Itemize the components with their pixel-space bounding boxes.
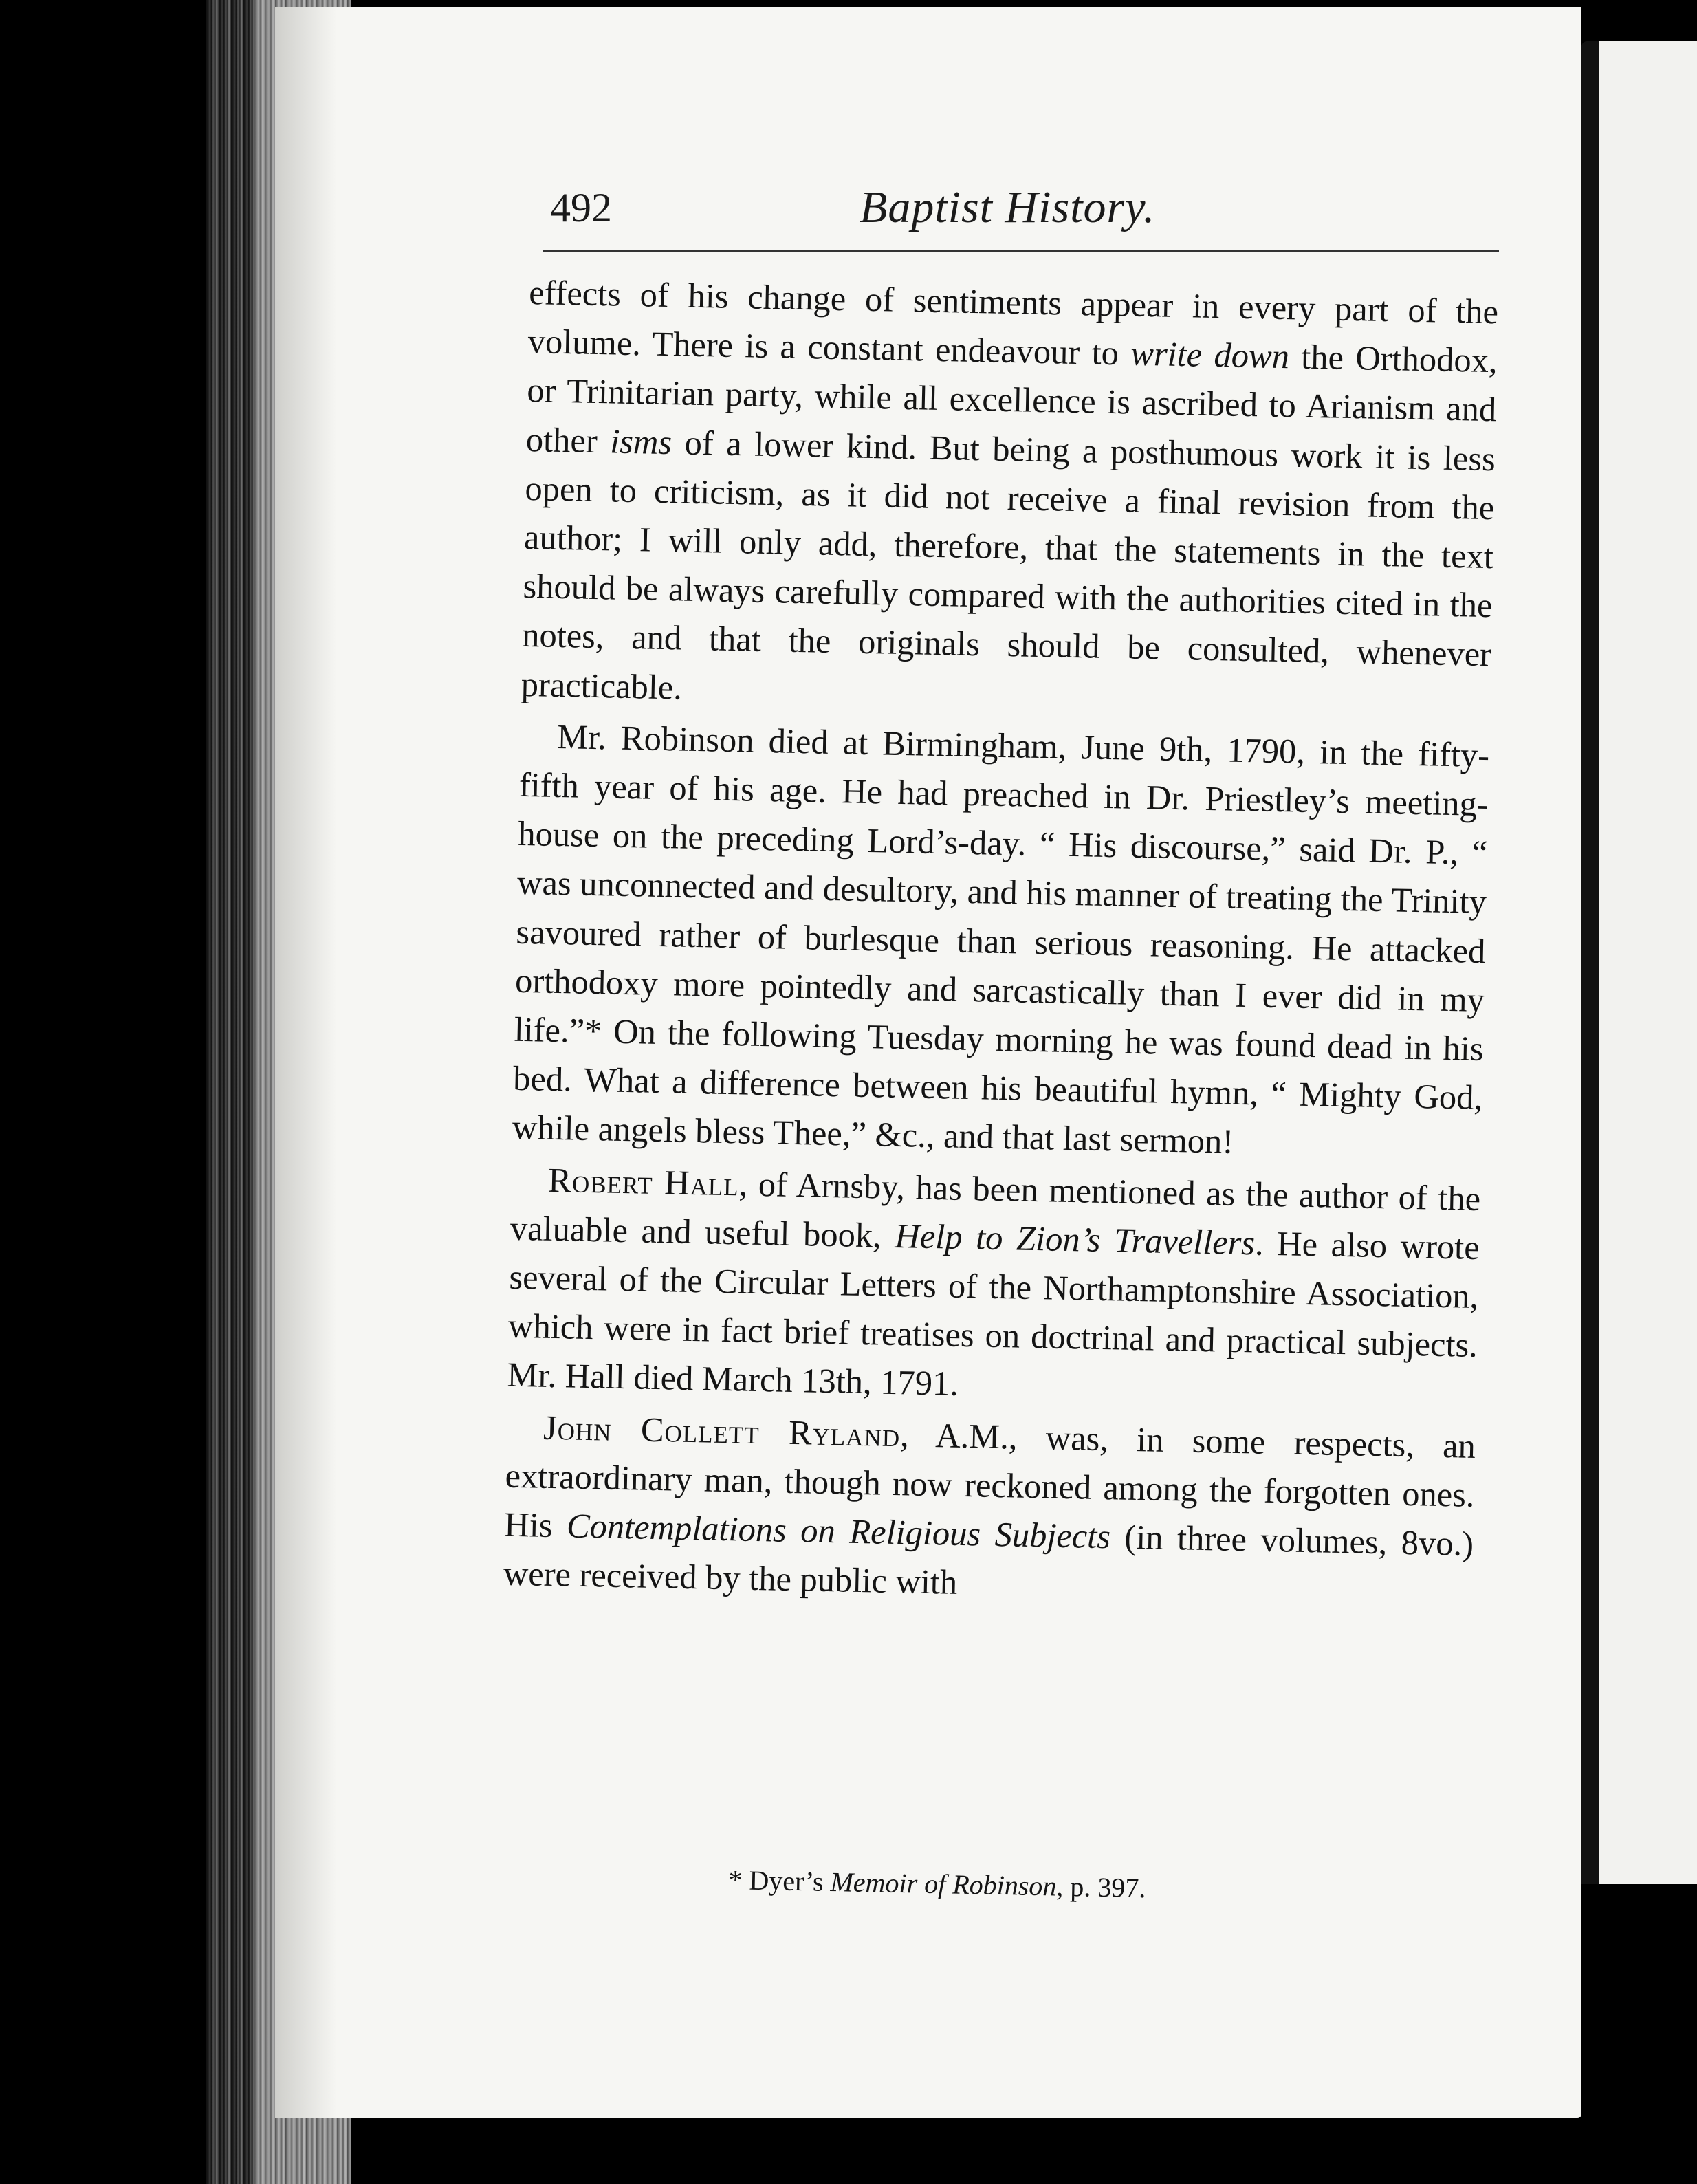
facing-page-edge — [1581, 41, 1697, 1884]
text-run: . He also wrote several of the Circular Letters of the Northamptonshire Association, which were in fact brief treatises on doctrinal and practical subjects. Mr. Hall died March 13th, 1791. — [507, 1223, 1480, 1404]
text-run: the Orthodox, or Trinitarian party, while all excellence is ascribed to Arianism and other — [525, 337, 1498, 461]
footnote-marker: * — [728, 1864, 743, 1896]
body-text — [503, 268, 1499, 1620]
footnote-title: Memoir of Robinson — [830, 1866, 1057, 1902]
italic-run: Help to Zion’s Travellers — [894, 1216, 1256, 1263]
paragraph-3 — [507, 1155, 1481, 1419]
footnote-text: , p. 397. — [1055, 1870, 1146, 1904]
small-caps-name: Robert Hall — [547, 1160, 740, 1203]
paragraph-2 — [512, 712, 1490, 1172]
page-header — [543, 184, 1520, 239]
italic-run: write down — [1130, 334, 1290, 376]
small-caps-name: John Collett Ryland — [543, 1408, 901, 1454]
paragraph-4 — [503, 1402, 1476, 1617]
text-run: effects of his change of sentiments appear in every part of the volume. There is a constant endeavour to — [527, 272, 1499, 373]
text-run: , A.M., was, in some respects, an extraordinary man, though now reckoned among the forgotten ones. His — [503, 1415, 1476, 1545]
italic-run: isms — [609, 422, 672, 461]
text-run: of a lower kind. But being a posthumous work it is less open to criticism, as it did not receive a final revision from the author; I will only add, therefore, that the statements in the text should be always carefully compared with the authorities cited in the notes, and that the originals should be consulted, whenever practicable. — [521, 422, 1496, 707]
text-run: Mr. Robinson died at Birmingham, June 9th, 1790, in the fifty-fifth year of his age. He had preached in Dr. Priestley’s meeting-house on the preceding Lord’s-day. “ His discourse,” said Dr. P., “ was unconnected and desultory, and his manner of treating the Trinity savoured rather of burlesque than serious reasoning. He attacked orthodoxy more pointedly and sarcastically than I ever did in my life.”* On the following Tuesday morning he was found dead in his bed. What a difference between his beautiful hymn, “ Mighty God, while angels bless Thee,” &c., and that last sermon! — [512, 717, 1490, 1161]
paragraph-1 — [521, 268, 1499, 728]
italic-run: Contemplations on Religious Subjects — [566, 1506, 1111, 1556]
header-rule — [543, 250, 1499, 252]
text-run: , of Arnsby, has been mentioned as the author of the valuable and useful book, — [510, 1164, 1481, 1255]
page-number: 492 — [550, 185, 612, 230]
text-run: (in three volumes, 8vo.) were received by the public with — [503, 1517, 1474, 1602]
footnote-text: Dyer’s — [742, 1864, 831, 1897]
running-title: Baptist History. — [860, 182, 1156, 232]
